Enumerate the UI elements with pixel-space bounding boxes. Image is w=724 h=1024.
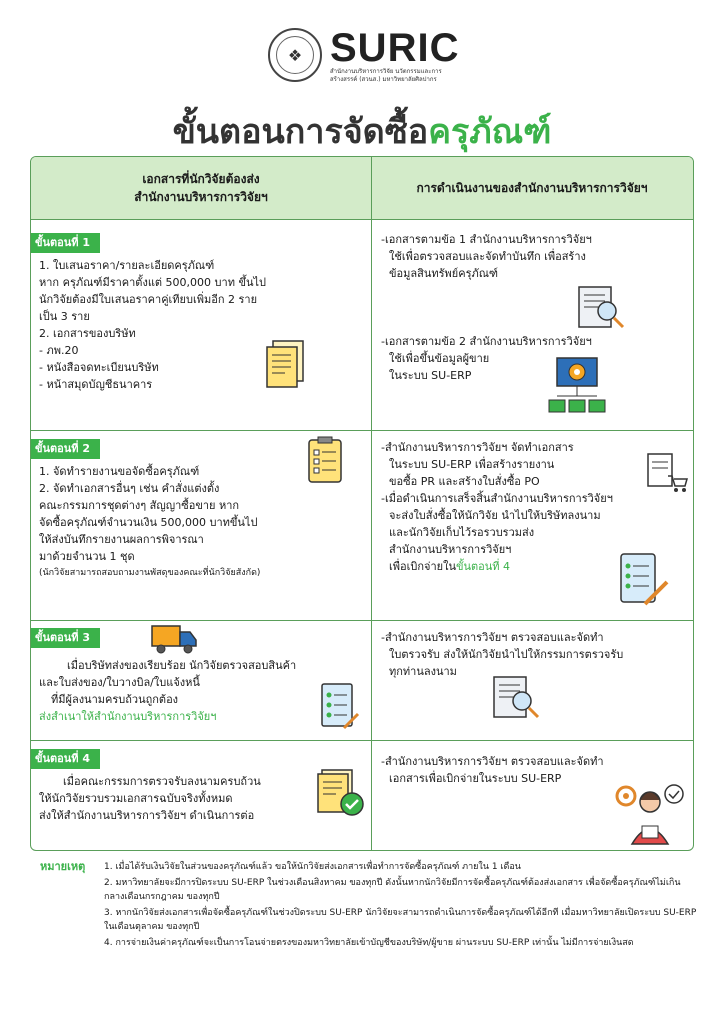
title-part-1: ขั้นตอนการจัดซื้อ	[172, 112, 429, 152]
note-item: 2. มหาวิทยาลัยจะมีการปิดระบบ SU-ERP ในช่วงเดือนสิงหาคม ของทุกปี ดังนั้นหากนักวิจัยมีการจัดซื้อครุภัณฑ์ต้องส่งเอกสาร เพื่อจัดซื้อครุภัณฑ์ไม่เกินกลางเดือนกรกฎาคม ของทุกปี	[104, 878, 681, 902]
row-divider-3	[31, 740, 693, 741]
step-2-left-text: 1. จัดทำรายงานขอจัดซื้อครุภัณฑ์ 2. จัดทำเอกสารอื่นๆ เช่น คำสั่งแต่งตั้ง คณะกรรมการชุดต่างๆ สัญญาซื้อขาย หาก จัดซื้อครุภัณฑ์จำนวนเงิน 500,000 บาทขึ้นไป ให้ส่งบันทึกรายงานผลการพิจารณา มาด้วยจำนวน 1 ชุด (นักวิจัยสามารถสอบถามงานพัสดุของคณะที่นักวิจัยสังกัด)	[39, 465, 261, 578]
documents-icon	[261, 337, 311, 392]
brand-logo-text: SURIC	[330, 26, 460, 70]
notes-label: หมายเหตุ	[40, 860, 86, 873]
step-1-right-text-b: -เอกสารตามข้อ 2 สำนักงานบริหารการวิจัยฯ ใช้เพื่อขึ้นข้อมูลผู้ขาย ในระบบ SU-ERP	[381, 335, 592, 382]
checklist-icon	[313, 679, 365, 731]
row-divider-1	[31, 430, 693, 431]
step-3-tag: ขั้นตอนที่ 3	[30, 628, 100, 648]
column-header-office: การดำเนินงานของสำนักงานบริหารการวิจัยฯ	[416, 181, 648, 195]
step-4-right-text: -สำนักงานบริหารการวิจัยฯ ตรวจสอบและจัดทำ เอกสารเพื่อเบิกจ่ายในระบบ SU-ERP	[381, 755, 604, 785]
table-header-row	[31, 157, 694, 220]
title-part-2: ครุภัณฑ์	[428, 112, 552, 152]
document-cart-icon	[643, 449, 689, 495]
note-item: 3. หากนักวิจัยส่งเอกสารเพื่อจัดซื้อครุภัณฑ์ในช่วงปิดระบบ SU-ERP นักวิจัยจะสามารถดำเนินการจัดซื้อครุภัณฑ์ได้อีกที เมื่อมหาวิทยาลัยเปิดระบบ SU-ERP ในเดือนตุลาคม ของทุกปี	[104, 908, 697, 932]
row-divider-2	[31, 620, 693, 621]
step-2-tag: ขั้นตอนที่ 2	[30, 439, 100, 459]
note-item: 4. การจ่ายเงินค่าครุภัณฑ์จะเป็นการโอนจ่ายตรงของมหาวิทยาลัยเข้าบัญชีของบริษัท/ผู้ขาย ผ่านระบบ SU-ERP เท่านั้น ไม่มีการจ่ายเงินสด	[104, 938, 634, 948]
step-3-right-text: -สำนักงานบริหารการวิจัยฯ ตรวจสอบและจัดทำ ใบตรวจรับ ส่งให้นักวิจัยนำไปให้กรรมการตรวจรับ ทุกท่านลงนาม	[381, 631, 624, 678]
laptop-gear-icon	[546, 352, 608, 420]
document-approved-icon	[313, 767, 369, 819]
note-item: 1. เมื่อได้รับเงินวิจัยในส่วนของครุภัณฑ์แล้ว ขอให้นักวิจัยส่งเอกสารเพื่อทำการจัดซื้อครุภัณฑ์ ภายใน 1 เดือน	[104, 862, 521, 872]
person-tasks-icon	[611, 777, 687, 847]
page-header	[0, 0, 724, 150]
step-3-highlight: ส่งสำเนาให้สำนักงานบริหารการวิจัยฯ	[39, 710, 217, 723]
university-seal-icon: ❖	[268, 28, 322, 82]
brand-subtitle: สำนักงานบริหารการวิจัย นวัตกรรมและการสร้างสรรค์ (สวนส.) มหาวิทยาลัยศิลปากร	[330, 68, 442, 83]
column-header-researcher: เอกสารที่นักวิจัยต้องส่ง สำนักงานบริหารการวิจัยฯ	[134, 172, 268, 204]
step-1-right-text-a: -เอกสารตามข้อ 1 สำนักงานบริหารการวิจัยฯ ใช้เพื่อตรวจสอบและจัดทำบันทึก เพื่อสร้าง ข้อมูลสินทรัพย์ครุภัณฑ์	[381, 233, 592, 280]
procedure-table	[30, 156, 694, 851]
step-4-left-text: เมื่อคณะกรรมการตรวจรับลงนามครบถ้วน ให้นักวิจัยรวบรวมเอกสารฉบับจริงทั้งหมด ส่งให้สำนักงานบริหารการวิจัยฯ ดำเนินการต่อ	[39, 775, 261, 822]
document-search-icon	[487, 672, 545, 724]
step-4-reference: ขั้นตอนที่ 4	[455, 560, 511, 573]
step-1-left-text: 1. ใบเสนอราคา/รายละเอียดครุภัณฑ์ หาก ครุภัณฑ์มีราคาตั้งแต่ 500,000 บาท ขึ้นไป นักวิจัยต้องมีใบเสนอราคาคู่เทียบเพิ่มอีก 2 ราย เป็น 3 ราย 2. เอกสารของบริษัท - ภพ.20 - หนังสือจดทะเบียนบริษัท - หน้าสมุดบัญชีธนาคาร	[39, 259, 266, 391]
step-2-right-text: -สำนักงานบริหารการวิจัยฯ จัดทำเอกสาร ในระบบ SU-ERP เพื่อสร้างรายงาน ขอซื้อ PR และสร้างใบสั่งซื้อ PO -เมื่อดำเนินการเสร็จสิ้นสำนักงานบริหารการวิจัยฯ จะส่งใบสั่งซื้อให้นักวิจัย นำไปให้บริษัทลงนาม และนักวิจัยเก็บไว้รอรวบรวมส่ง สำนักงานบริหารการวิจัยฯ เพื่อเบิกจ่ายในขั้นตอนที่ 4	[381, 441, 613, 573]
step-4-tag: ขั้นตอนที่ 4	[30, 749, 100, 769]
step-3-left-text: เมื่อบริษัทส่งของเรียบร้อย นักวิจัยตรวจสอบสินค้า และใบส่งของ/ใบวางบิล/ใบแจ้งหนี้ ที่มีผู้ลงนามครบถ้วนถูกต้อง ส่งสำเนาให้สำนักงานบริหารการวิจัยฯ	[39, 657, 369, 725]
document-search-icon	[571, 282, 631, 334]
checklist-pen-icon	[613, 549, 673, 611]
page-title	[0, 104, 724, 158]
step-1-tag: ขั้นตอนที่ 1	[30, 233, 100, 253]
column-divider	[371, 157, 372, 850]
delivery-truck-icon	[149, 621, 199, 655]
checklist-icon	[301, 435, 349, 487]
notes-list	[104, 860, 700, 952]
